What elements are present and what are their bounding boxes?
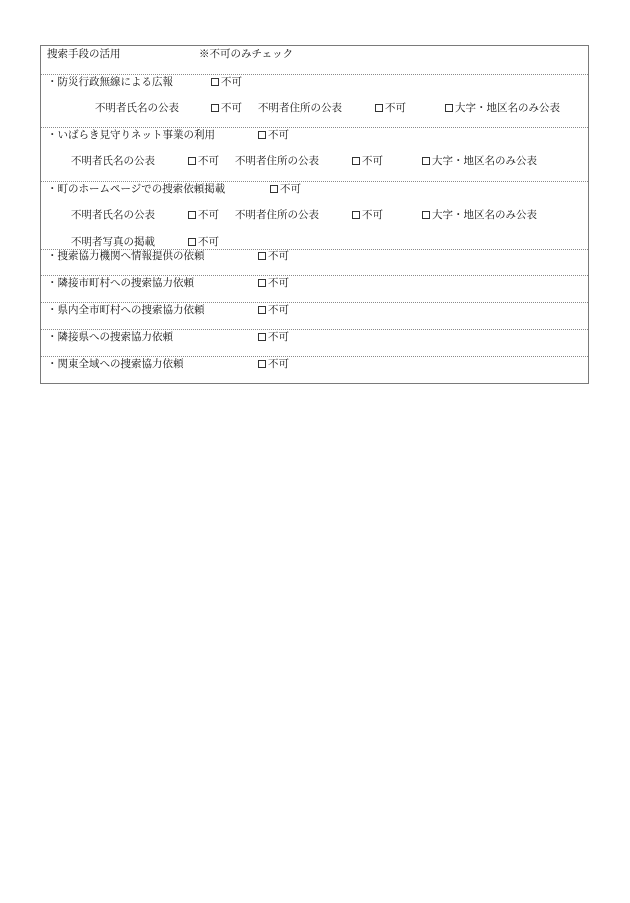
bousai-name-checkbox[interactable]: 不可 <box>211 101 242 115</box>
rinsetsu-title: ・隣接市町村への捜索協力依頼 <box>47 277 194 289</box>
checkbox-icon <box>258 360 266 368</box>
checkbox-icon <box>375 104 383 112</box>
checkbox-icon <box>258 306 266 314</box>
checkbox-icon <box>258 279 266 287</box>
checkbox-icon <box>270 185 278 193</box>
bousai-area-checkbox[interactable]: 大字・地区名のみ公表 <box>445 101 560 115</box>
checkbox-icon <box>352 211 360 219</box>
rinsetsu-checkbox[interactable]: 不可 <box>258 276 289 290</box>
homepage-title: ・町のホームページでの捜索依頼掲載 <box>47 183 226 195</box>
checkbox-icon <box>422 211 430 219</box>
ibaraki-title: ・いばらき見守りネット事業の利用 <box>47 129 215 141</box>
rinsetsuken-title: ・隣接県への捜索協力依頼 <box>47 331 173 343</box>
homepage-address-checkbox[interactable]: 不可 <box>352 208 383 222</box>
kanto-title: ・関東全域への捜索協力依頼 <box>47 358 184 370</box>
checkbox-icon <box>258 333 266 341</box>
kanto-checkbox[interactable]: 不可 <box>258 357 289 371</box>
kennai-checkbox[interactable]: 不可 <box>258 303 289 317</box>
checkbox-icon <box>211 104 219 112</box>
homepage-photo-checkbox[interactable]: 不可 <box>188 235 219 249</box>
ibaraki-checkbox[interactable]: 不可 <box>258 128 289 142</box>
kennai-title: ・県内全市町村への捜索協力依頼 <box>47 304 205 316</box>
checkbox-icon <box>422 157 430 165</box>
ibaraki-name-label: 不明者氏名の公表 <box>71 155 155 167</box>
bousai-address-checkbox[interactable]: 不可 <box>375 101 406 115</box>
bousai-title: ・防災行政無線による広報 <box>47 76 173 88</box>
checkbox-icon <box>352 157 360 165</box>
bousai-name-label: 不明者氏名の公表 <box>95 102 179 114</box>
form-title: 捜索手段の活用 <box>47 48 121 60</box>
checkbox-icon <box>188 157 196 165</box>
bousai-checkbox[interactable]: 不可 <box>211 75 242 89</box>
kikan-title: ・捜索協力機関へ情報提供の依頼 <box>47 250 205 262</box>
homepage-photo-label: 不明者写真の掲載 <box>71 236 155 248</box>
checkbox-icon <box>258 131 266 139</box>
checkbox-icon <box>445 104 453 112</box>
checkbox-icon <box>188 238 196 246</box>
ibaraki-address-checkbox[interactable]: 不可 <box>352 154 383 168</box>
ibaraki-address-label: 不明者住所の公表 <box>235 155 319 167</box>
homepage-area-checkbox[interactable]: 大字・地区名のみ公表 <box>422 208 537 222</box>
check-note: ※不可のみチェック <box>199 48 294 60</box>
kikan-checkbox[interactable]: 不可 <box>258 249 289 263</box>
search-methods-form <box>40 45 589 384</box>
checkbox-icon <box>258 252 266 260</box>
bousai-address-label: 不明者住所の公表 <box>258 102 342 114</box>
checkbox-icon <box>211 78 219 86</box>
homepage-name-label: 不明者氏名の公表 <box>71 209 155 221</box>
homepage-checkbox[interactable]: 不可 <box>270 182 301 196</box>
homepage-address-label: 不明者住所の公表 <box>235 209 319 221</box>
rinsetsuken-checkbox[interactable]: 不可 <box>258 330 289 344</box>
checkbox-icon <box>188 211 196 219</box>
homepage-name-checkbox[interactable]: 不可 <box>188 208 219 222</box>
ibaraki-area-checkbox[interactable]: 大字・地区名のみ公表 <box>422 154 537 168</box>
ibaraki-name-checkbox[interactable]: 不可 <box>188 154 219 168</box>
